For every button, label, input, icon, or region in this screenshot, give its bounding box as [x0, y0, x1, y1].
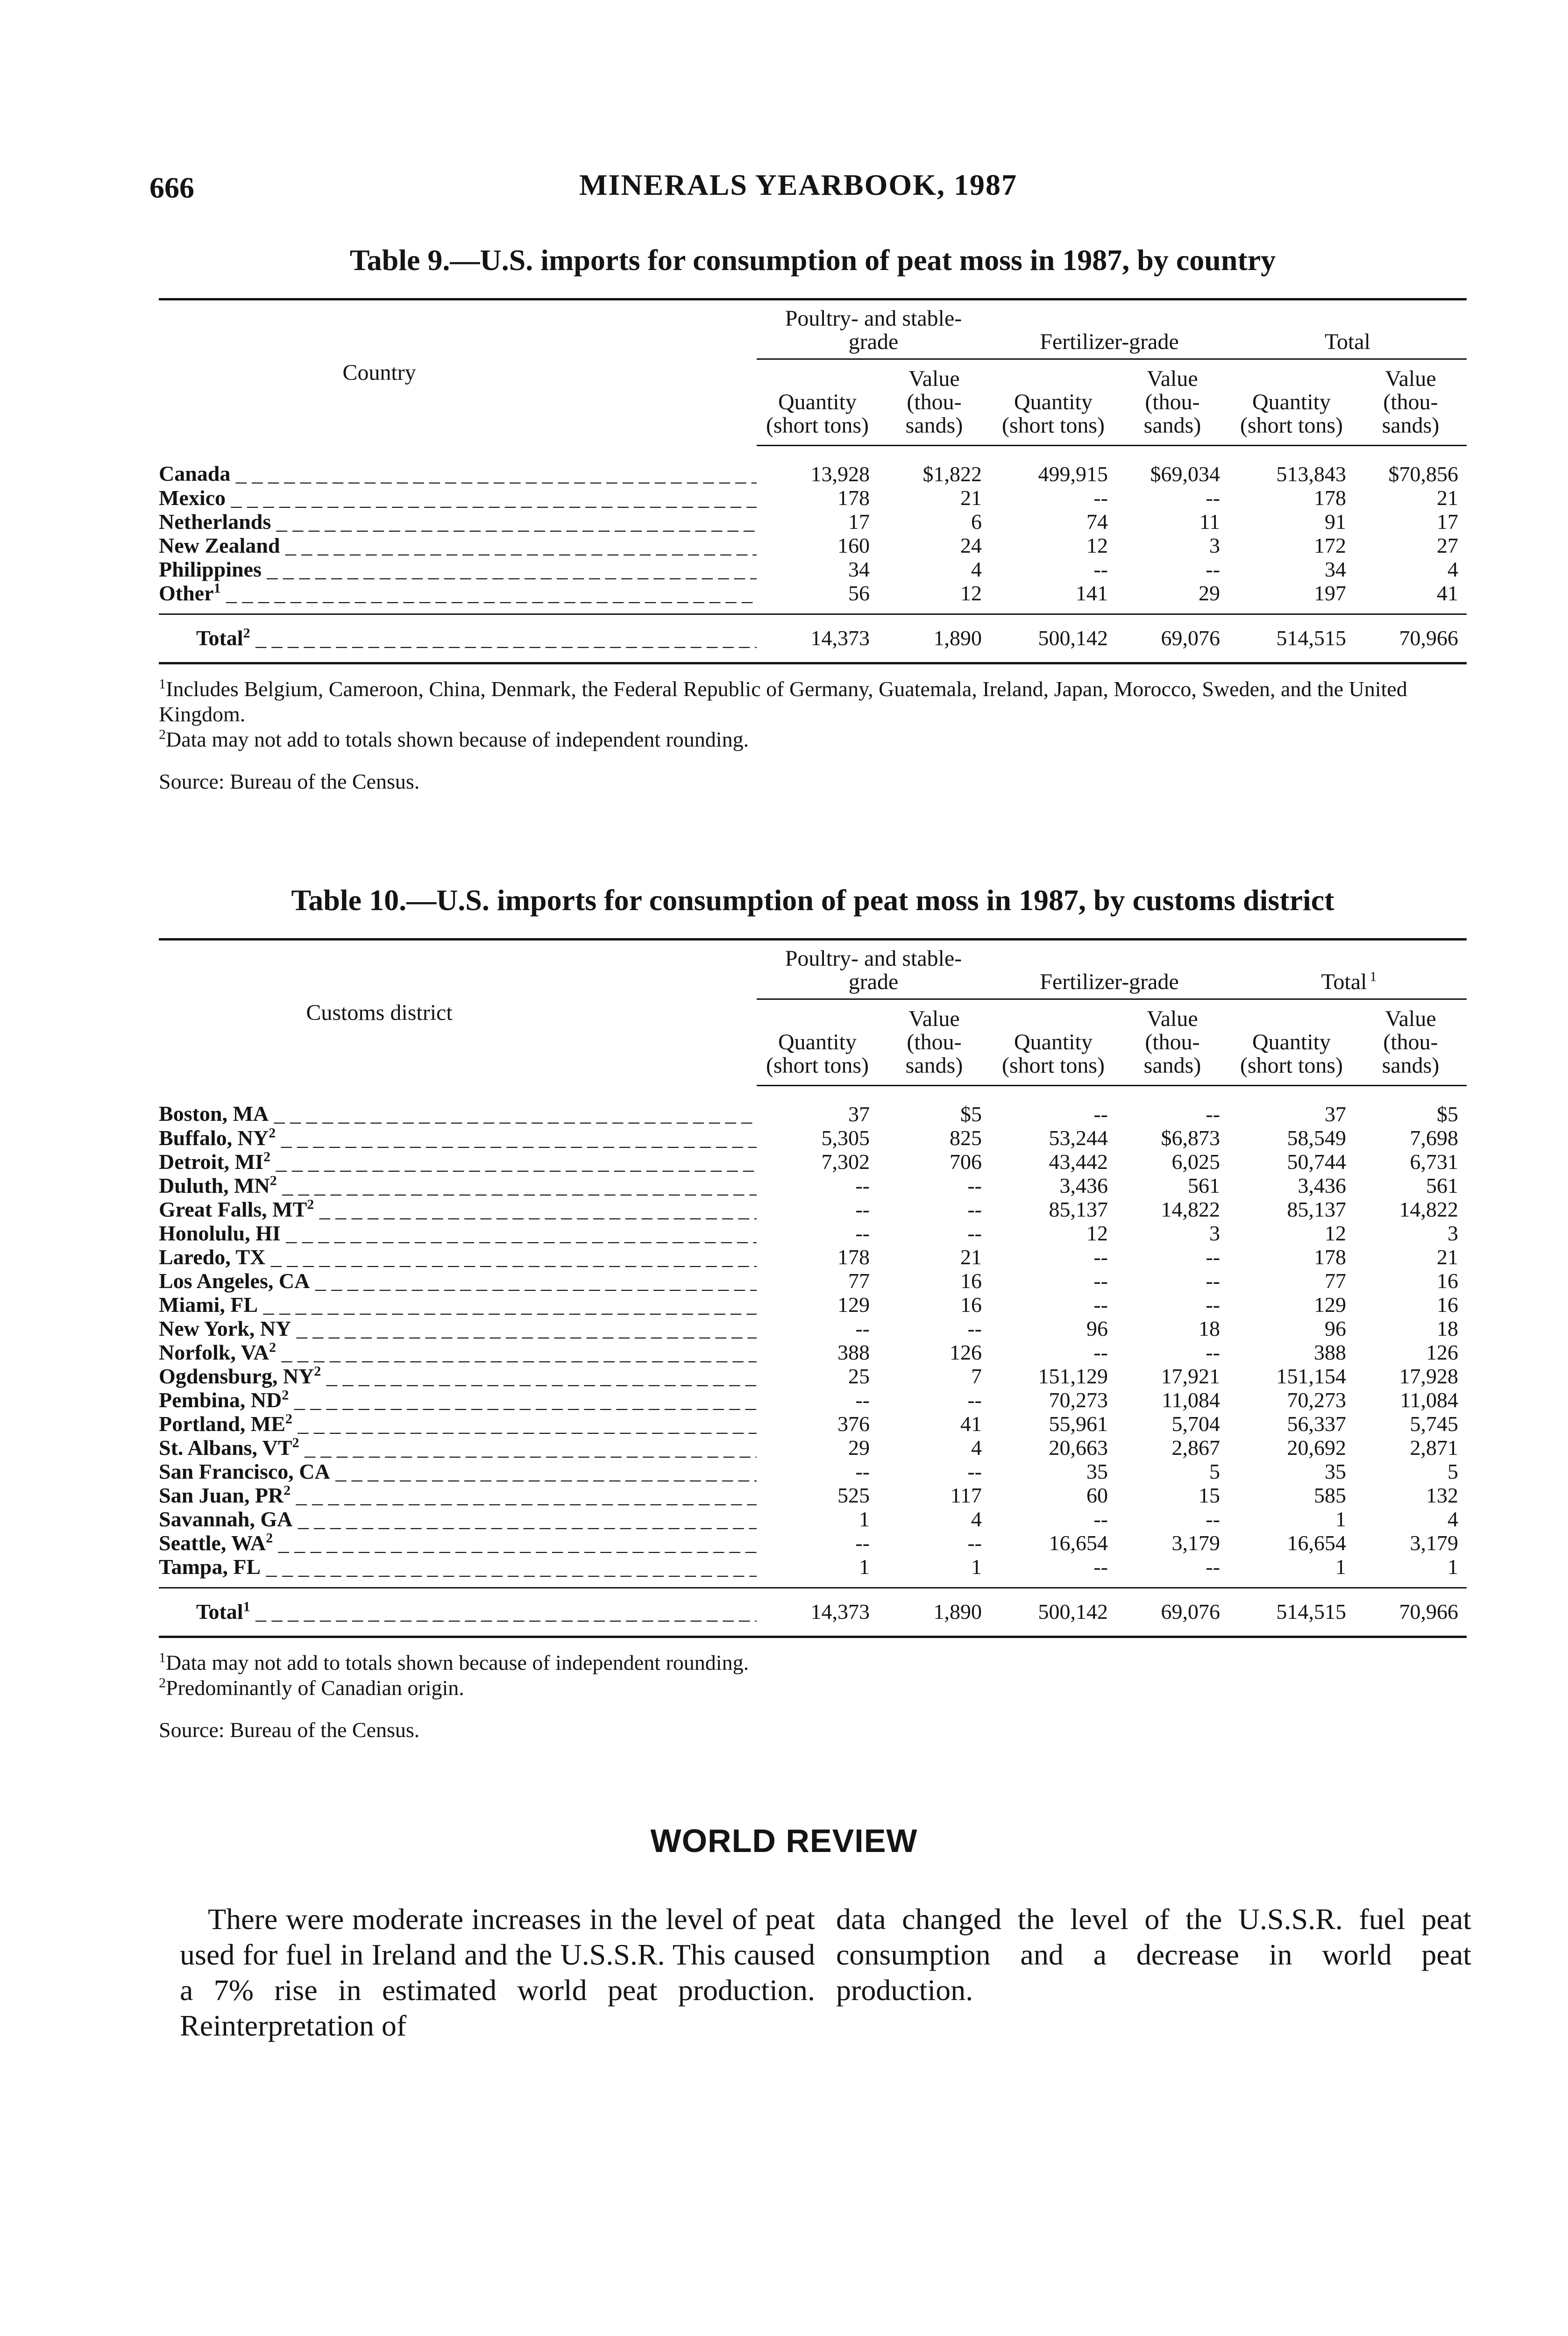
table-cell: 6,025 [1171, 1150, 1220, 1174]
table-row [159, 1507, 1467, 1531]
table-cell: 3,179 [1171, 1531, 1220, 1555]
table-cell: 129 [837, 1293, 870, 1317]
row-label: Miami, FL _ _ _ [159, 1293, 757, 1317]
table-cell: 1 [1335, 1555, 1347, 1579]
row-label: San Juan, $PR^2$ _ _ _ [159, 1483, 757, 1507]
table-row [159, 557, 1467, 581]
table-cell: -- [1206, 1555, 1220, 1579]
table-cell: -- [967, 1221, 982, 1245]
table-10-group-fertilizer: Fertilizer-grade [990, 940, 1228, 999]
table-row [159, 1412, 1467, 1436]
table-cell: $6,873 [1161, 1126, 1220, 1150]
table-cell: 14,373 [757, 1588, 878, 1636]
table-cell: 21 [1437, 1245, 1459, 1269]
table-row [159, 1531, 1467, 1555]
row-label: Great Falls, $MT^2$ _ _ _ [159, 1197, 757, 1221]
table-cell: -- [1093, 1507, 1108, 1531]
table-cell: -- [855, 1197, 870, 1221]
table-cell: 77 [848, 1269, 870, 1293]
table-cell: 1,890 [878, 1588, 990, 1636]
table-row [159, 1221, 1467, 1245]
table-cell: 1 [971, 1555, 982, 1579]
row-label: Buffalo, $NY^2$ _ _ _ [159, 1126, 757, 1150]
table-cell: 11 [1199, 510, 1220, 534]
table-row [159, 1245, 1467, 1269]
table-cell: 1 [859, 1555, 870, 1579]
row-label: Netherlands _ _ _ [159, 510, 757, 534]
table-cell: 7 [971, 1364, 982, 1388]
table-cell: 585 [1314, 1483, 1347, 1507]
table-cell: 376 [837, 1412, 870, 1436]
table-cell: 16,654 [1287, 1531, 1347, 1555]
table-cell: -- [1206, 557, 1220, 581]
table-cell: -- [1206, 486, 1220, 510]
table-cell: 151,154 [1276, 1364, 1347, 1388]
table-row [159, 534, 1467, 557]
table-cell: 6,731 [1410, 1150, 1459, 1174]
table-cell: 388 [837, 1340, 870, 1364]
table-cell: 21 [1437, 486, 1459, 510]
table-row [159, 1174, 1467, 1197]
table-cell: -- [1093, 1340, 1108, 1364]
table-cell: 388 [1314, 1340, 1347, 1364]
table-total-row [159, 614, 1467, 662]
table-cell: 4 [971, 1507, 982, 1531]
table-cell: -- [855, 1221, 870, 1245]
table-row [159, 1150, 1467, 1174]
table-cell: 12 [1086, 1221, 1108, 1245]
table-10-source: Source: Bureau of the Census. [159, 1718, 420, 1742]
table-cell: 525 [837, 1483, 870, 1507]
table-cell: 37 [1325, 1102, 1347, 1126]
table-9-col-value: Value (thou-sands) [878, 359, 990, 446]
table-row [159, 1197, 1467, 1221]
table-cell: 141 [1076, 581, 1108, 605]
table-cell: 5,745 [1410, 1412, 1459, 1436]
row-label: Savannah, GA _ _ _ [159, 1507, 757, 1531]
table-cell: 12 [1325, 1221, 1347, 1245]
table-9-source: Source: Bureau of the Census. [159, 769, 420, 793]
table-row [159, 1086, 1467, 1126]
table-cell: -- [855, 1531, 870, 1555]
table-cell: -- [855, 1388, 870, 1412]
table-cell: 85,137 [1049, 1197, 1108, 1221]
table-cell: 4 [971, 1436, 982, 1460]
row-label: Other$^1$ _ _ _ [159, 581, 757, 614]
table-cell: -- [1206, 1245, 1220, 1269]
table-10-col-quantity: Quantity (short tons) [757, 999, 878, 1086]
table-cell: 24 [960, 534, 982, 557]
table-cell: 16 [960, 1293, 982, 1317]
table-row [159, 1483, 1467, 1507]
table-cell: 3 [1209, 534, 1220, 557]
table-row [159, 1436, 1467, 1460]
table-cell: -- [967, 1388, 982, 1412]
table-10-footnote-1: $^1$Data may not add to totals shown because of independent rounding. [159, 1650, 749, 1674]
table-cell: 29 [848, 1436, 870, 1460]
table-cell: -- [1093, 1269, 1108, 1293]
table-10-footnote-2: $^2$Predominantly of Canadian origin. [159, 1675, 464, 1700]
table-cell: 561 [1426, 1174, 1459, 1197]
table-10-title: Table 10.—U.S. imports for consumption of peat moss in 1987, by customs district [291, 883, 1334, 917]
table-cell: 3 [1447, 1221, 1459, 1245]
table-cell: 11,084 [1400, 1388, 1459, 1412]
table-cell: $5 [960, 1102, 982, 1126]
table-cell: -- [1206, 1340, 1220, 1364]
table-cell: -- [967, 1460, 982, 1483]
table-9-row-label: Country [342, 360, 416, 385]
row-label: Canada _ _ _ [159, 446, 757, 486]
table-row [159, 1555, 1467, 1588]
table-cell: -- [967, 1174, 982, 1197]
table-cell: 5,704 [1171, 1412, 1220, 1436]
table-cell: 20,663 [1049, 1436, 1108, 1460]
table-10-col-quantity: Quantity (short tons) [990, 999, 1116, 1086]
table-cell: 56,337 [1287, 1412, 1347, 1436]
table-cell: 21 [960, 1245, 982, 1269]
table-cell: 126 [950, 1340, 982, 1364]
table-10-row-label: Customs district [306, 1000, 453, 1026]
table-cell: -- [1206, 1102, 1220, 1126]
table-row [159, 446, 1467, 486]
table-9-group-total: Total [1228, 300, 1467, 359]
table-row [159, 1126, 1467, 1150]
table-cell: 5 [1209, 1460, 1220, 1483]
row-label: St. Albans, $VT^2$ _ _ _ [159, 1436, 757, 1460]
table-cell: 178 [837, 486, 870, 510]
table-cell: 126 [1426, 1340, 1459, 1364]
table-cell: 25 [848, 1364, 870, 1388]
table-cell: 70,273 [1049, 1388, 1108, 1412]
table-cell: -- [855, 1174, 870, 1197]
table-cell: 14,373 [757, 614, 878, 662]
row-label: Laredo, TX _ _ _ [159, 1245, 757, 1269]
table-cell: 96 [1086, 1317, 1108, 1340]
row-label: Mexico _ _ _ [159, 486, 757, 510]
row-label: Philippines _ _ _ [159, 557, 757, 581]
table-cell: 514,515 [1228, 1588, 1355, 1636]
table-cell: -- [1093, 1555, 1108, 1579]
table-cell: 91 [1325, 510, 1347, 534]
table-cell: 11,084 [1162, 1388, 1220, 1412]
table-cell: 17 [848, 510, 870, 534]
table-cell: -- [1093, 486, 1108, 510]
table-cell: 1 [1335, 1507, 1347, 1531]
table-cell: 34 [1325, 557, 1347, 581]
table-cell: -- [967, 1197, 982, 1221]
page-number: 666 [149, 171, 194, 204]
table-10-col-value: Value (thou-sands) [878, 999, 990, 1086]
table-cell: 20,692 [1287, 1436, 1347, 1460]
table-cell: 70,966 [1355, 614, 1467, 662]
table-cell: 7,698 [1410, 1126, 1459, 1150]
table-9-group-poultry: Poultry- and stable-grade [757, 300, 990, 359]
table-cell: 2,867 [1171, 1436, 1220, 1460]
table-cell: 69,076 [1116, 614, 1228, 662]
table-cell: 513,843 [1276, 462, 1347, 486]
table-10 [159, 883, 1467, 1743]
table-cell: 3,436 [1298, 1174, 1347, 1197]
table-cell: 7,302 [821, 1150, 870, 1174]
table-9-grid [159, 300, 1467, 662]
table-cell: 178 [837, 1245, 870, 1269]
table-cell: -- [855, 1460, 870, 1483]
table-9-bottom-rule [159, 662, 1467, 664]
table-cell: 16 [1437, 1293, 1459, 1317]
table-cell: 18 [1437, 1317, 1459, 1340]
running-title: MINERALS YEARBOOK, 1987 [579, 168, 1017, 201]
table-cell: 3,436 [1059, 1174, 1108, 1197]
table-9-group-fertilizer: Fertilizer-grade [990, 300, 1228, 359]
table-cell: 561 [1188, 1174, 1220, 1197]
table-cell: -- [1206, 1269, 1220, 1293]
table-row [159, 1460, 1467, 1483]
row-label: Portland, $ME^2$ _ _ _ [159, 1412, 757, 1436]
row-label: Seattle, $WA^2$ _ _ _ [159, 1531, 757, 1555]
table-10-bottom-rule [159, 1636, 1467, 1638]
table-cell: 18 [1199, 1317, 1220, 1340]
table-cell: -- [1093, 557, 1108, 581]
table-cell: 129 [1314, 1293, 1347, 1317]
row-label: San Francisco, CA _ _ _ [159, 1460, 757, 1483]
table-9-title: Table 9.—U.S. imports for consumption of peat moss in 1987, by country [349, 243, 1276, 277]
table-cell: 70,966 [1355, 1588, 1467, 1636]
table-cell: 5,305 [821, 1126, 870, 1150]
table-cell: 825 [950, 1126, 982, 1150]
table-cell: 151,129 [1038, 1364, 1108, 1388]
table-cell: 499,915 [1038, 462, 1108, 486]
table-cell: 197 [1314, 581, 1347, 605]
table-10-group-poultry: Poultry- and stable-grade [757, 940, 990, 999]
table-row [159, 1317, 1467, 1340]
table-cell: 16,654 [1049, 1531, 1108, 1555]
table-cell: 1,890 [878, 614, 990, 662]
table-row [159, 1269, 1467, 1293]
table-9-col-quantity: Quantity (short tons) [990, 359, 1116, 446]
row-label: Honolulu, HI _ _ _ [159, 1221, 757, 1245]
row-label: New York, NY _ _ _ [159, 1317, 757, 1340]
row-label: New Zealand _ _ _ [159, 534, 757, 557]
table-cell: 85,137 [1287, 1197, 1347, 1221]
table-cell: 4 [1447, 557, 1459, 581]
table-10-notes [159, 1650, 1467, 1743]
table-cell: 35 [1325, 1460, 1347, 1483]
table-cell: -- [1206, 1507, 1220, 1531]
table-cell: -- [967, 1531, 982, 1555]
table-row [159, 510, 1467, 534]
table-cell: 3,179 [1410, 1531, 1459, 1555]
row-label: Norfolk, $VA^2$ _ _ _ [159, 1340, 757, 1364]
table-cell: 69,076 [1116, 1588, 1228, 1636]
table-10-col-value: Value (thou-sands) [1355, 999, 1467, 1086]
table-cell: 29 [1199, 581, 1220, 605]
row-label: Pembina, $ND^2$ _ _ _ [159, 1388, 757, 1412]
table-cell: 37 [848, 1102, 870, 1126]
table-cell: $1,822 [922, 462, 982, 486]
table-cell: 35 [1086, 1460, 1108, 1483]
table-cell: 4 [971, 557, 982, 581]
table-cell: 70,273 [1287, 1388, 1347, 1412]
table-cell: 12 [960, 581, 982, 605]
table-9-col-value: Value (thou-sands) [1355, 359, 1467, 446]
table-cell: 3 [1209, 1221, 1220, 1245]
table-10-grid [159, 940, 1467, 1636]
table-cell: 56 [848, 581, 870, 605]
row-label: Total$^2$ _ _ _ [159, 614, 757, 662]
table-cell: 500,142 [990, 614, 1116, 662]
table-cell: $70,856 [1388, 462, 1459, 486]
table-row [159, 1388, 1467, 1412]
table-10-col-value: Value (thou-sands) [1116, 999, 1228, 1086]
row-label: Ogdensburg, $NY^2$ _ _ _ [159, 1364, 757, 1388]
row-label: Detroit, $MI^2$ _ _ _ [159, 1150, 757, 1174]
table-cell: 34 [848, 557, 870, 581]
table-cell: -- [1093, 1102, 1108, 1126]
table-cell: 17,921 [1161, 1364, 1220, 1388]
table-cell: 132 [1426, 1483, 1459, 1507]
row-label: Tampa, FL _ _ _ [159, 1555, 757, 1588]
table-cell: -- [1093, 1245, 1108, 1269]
table-cell: $69,034 [1150, 462, 1220, 486]
table-cell: 41 [1437, 581, 1459, 605]
table-cell: 514,515 [1228, 614, 1355, 662]
table-cell: 5 [1447, 1460, 1459, 1483]
table-row [159, 1340, 1467, 1364]
table-cell: 160 [837, 534, 870, 557]
table-cell: -- [967, 1317, 982, 1340]
table-cell: 53,244 [1049, 1126, 1108, 1150]
table-cell: 500,142 [990, 1588, 1116, 1636]
table-cell: -- [1206, 1293, 1220, 1317]
table-cell: 27 [1437, 534, 1459, 557]
table-cell: 1 [859, 1507, 870, 1531]
row-label: Boston, MA _ _ _ [159, 1086, 757, 1126]
table-9-col-quantity: Quantity (short tons) [1228, 359, 1355, 446]
table-cell: 58,549 [1287, 1126, 1347, 1150]
table-9-col-value: Value (thou-sands) [1116, 359, 1228, 446]
table-cell: 6 [971, 510, 982, 534]
table-cell: 16 [960, 1269, 982, 1293]
row-label: Los Angeles, CA _ _ _ [159, 1269, 757, 1293]
table-cell: -- [855, 1317, 870, 1340]
row-label: Total$^1$ _ _ _ [159, 1588, 757, 1636]
table-cell: 55,961 [1049, 1412, 1108, 1436]
table-cell: $5 [1437, 1102, 1459, 1126]
table-cell: 60 [1086, 1483, 1108, 1507]
table-cell: 14,822 [1161, 1197, 1220, 1221]
world-review-heading: WORLD REVIEW [650, 1823, 918, 1859]
world-review-column-1: There were moderate increases in the level of peat used for fuel in Ireland and the U.S.S.R. This caused a 7% rise in estimated world peat production. Reinterpretation of [180, 1902, 815, 2042]
table-cell: 13,928 [810, 462, 870, 486]
table-cell: 178 [1314, 486, 1347, 510]
table-9-notes [159, 677, 1467, 794]
table-cell: 96 [1325, 1317, 1347, 1340]
table-cell: 17 [1437, 510, 1459, 534]
table-cell: 12 [1086, 534, 1108, 557]
table-cell: 172 [1314, 534, 1347, 557]
table-cell: 178 [1314, 1245, 1347, 1269]
table-cell: 4 [1447, 1507, 1459, 1531]
table-row [159, 486, 1467, 510]
table-9-footnote-1: $^1$Includes Belgium, Cameroon, China, Denmark, the Federal Republic of Germany, Guatemala, Ireland, Japan, Morocco, Sweden, and the United Kingdom. [159, 676, 1407, 726]
table-cell: 16 [1437, 1269, 1459, 1293]
table-row [159, 581, 1467, 614]
table-9-body [159, 446, 1467, 662]
table-cell: 74 [1086, 510, 1108, 534]
table-cell: 14,822 [1399, 1197, 1459, 1221]
table-9 [159, 243, 1467, 794]
table-cell: 17,928 [1399, 1364, 1459, 1388]
table-cell: -- [1093, 1293, 1108, 1317]
table-cell: 50,744 [1287, 1150, 1347, 1174]
world-review-column-2: data changed the level of the U.S.S.R. fuel peat consumption and a decrease in world peat production. [836, 1902, 1471, 2007]
table-cell: 706 [950, 1150, 982, 1174]
table-cell: 21 [960, 486, 982, 510]
table-cell: 117 [950, 1483, 982, 1507]
table-cell: 1 [1447, 1555, 1459, 1579]
table-10-col-quantity: Quantity (short tons) [1228, 999, 1355, 1086]
table-9-col-quantity: Quantity (short tons) [757, 359, 878, 446]
table-9-footnote-2: $^2$Data may not add to totals shown because of independent rounding. [159, 726, 749, 751]
table-total-row [159, 1588, 1467, 1636]
table-cell: 15 [1199, 1483, 1220, 1507]
table-row [159, 1364, 1467, 1388]
table-10-group-total: Total $^1$ [1228, 940, 1467, 999]
table-cell: 41 [960, 1412, 982, 1436]
table-cell: 2,871 [1410, 1436, 1459, 1460]
table-cell: 43,442 [1049, 1150, 1108, 1174]
row-label: Duluth, $MN^2$ _ _ _ [159, 1174, 757, 1197]
table-10-body [159, 1086, 1467, 1636]
table-row [159, 1293, 1467, 1317]
table-cell: 77 [1325, 1269, 1347, 1293]
